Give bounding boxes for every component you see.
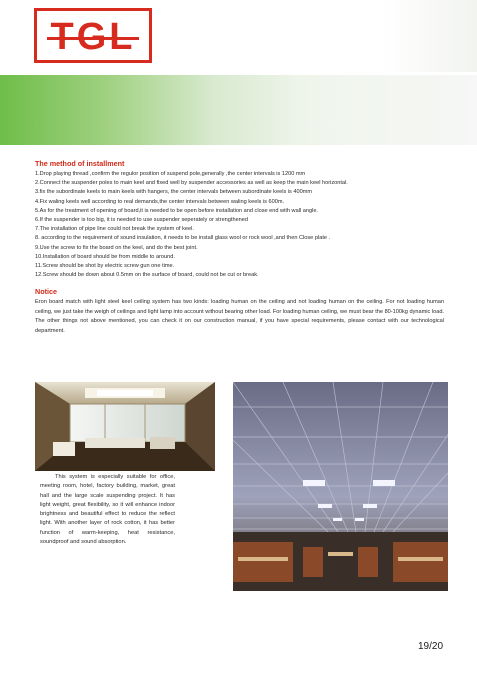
- step-item: 6.If the suspender is too big, it is needed to use suspender seperately or strengthened: [35, 217, 249, 224]
- step-item: 10.Installation of board should be from middle to around.: [35, 253, 175, 260]
- company-logo: [34, 8, 152, 63]
- system-description: This system is especially suitable for office, meeting room, hotel, factory building, market, great hall and the large scale suspending project. It has light weight, great flexibility, so it will enhance indoor brightness and beautiful effect to reduce the reflect light. With another layer of rock cotton, it has better function of warm-keeping, heat resistance, soundproof and sound absorption.: [40, 474, 175, 546]
- notice-paragraph: Eron board match with light steel keel ceiling system has two kinds: loading human on the ceiling and not loading human on the ceiling. For not loading human ceiling, we just take the weigh of ceilings and light lamp into account without bearing other load. For loading human ceiling, we must bear the 80-100kg dynamic load. The other things not above mentioned, you can check it on our construction manual, if you have special requirements, please contact with our technological department.: [35, 299, 444, 334]
- step-item: 11.Screw should be shot by electric screw gun one time.: [35, 263, 175, 270]
- step-item: 8. according to the requirement of sound insulation, it needs to be install glass wool or rock wool ,and then Close plate .: [35, 235, 331, 242]
- step-item: 2.Connect the suspender poles to main keel and fixed well by suspender accessories as well as keep the main keel horizontal.: [35, 180, 348, 187]
- step-item: 4.Fix waling keels well according to real demands,the center intervals between waling keels is 600m.: [35, 198, 285, 205]
- step-item: 7.The installation of pipe line could not break the system of keel.: [35, 226, 194, 233]
- main-content: [35, 159, 444, 336]
- page-number: 19/20: [418, 641, 444, 652]
- header-panel: [380, 0, 477, 72]
- step-item: 5.As for the treatment of opening of board,it is needed to be open before installation and close end with wall angle.: [35, 207, 318, 214]
- installation-heading: The method of installment: [35, 159, 125, 168]
- step-item: 9.Use the screw to fix the board on the keel, and do the best joint.: [35, 244, 198, 251]
- step-item: 12.Screw should be down about 0.5mm on the surface of board, could not be cut or break.: [35, 272, 259, 279]
- notice-heading: Notice: [35, 287, 57, 297]
- office-photo: [35, 382, 215, 471]
- step-item: 3.fix the subordinate keels to main keels with hangers, the center intervals between subordinate keels is 400mm: [35, 189, 313, 196]
- installation-steps: [35, 170, 444, 280]
- step-item: 1.Drop playing thread ,confirm the regulor position of suspend pole,generally ,the center intervals is 1200 mm: [35, 171, 306, 177]
- logo-text: TGL: [50, 16, 136, 58]
- ceiling-photo: [233, 382, 448, 591]
- green-header-band: [0, 75, 477, 145]
